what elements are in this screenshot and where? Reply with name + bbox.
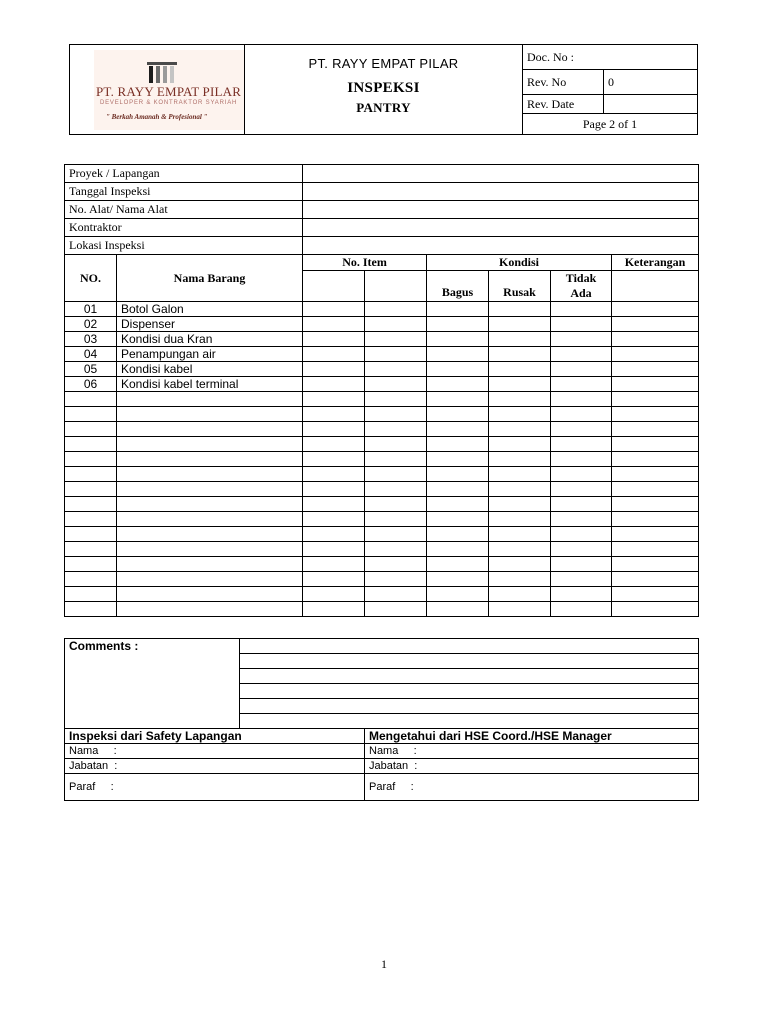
item-no: 02 bbox=[65, 317, 117, 332]
keterangan-sub bbox=[612, 271, 699, 302]
col-bagus-header: Bagus bbox=[427, 271, 489, 302]
item-cell[interactable] bbox=[365, 437, 427, 452]
no-item-sub-1 bbox=[303, 271, 365, 302]
item-cell[interactable] bbox=[427, 422, 489, 437]
table-row bbox=[65, 557, 699, 572]
table-row bbox=[65, 542, 699, 557]
table-row bbox=[65, 497, 699, 512]
item-cell[interactable] bbox=[612, 317, 699, 332]
right-jabatan-field[interactable]: Jabatan : bbox=[365, 759, 699, 774]
item-cell[interactable] bbox=[612, 512, 699, 527]
item-name: Botol Galon bbox=[117, 302, 303, 317]
item-name bbox=[117, 437, 303, 452]
item-name bbox=[117, 587, 303, 602]
item-cell[interactable] bbox=[551, 332, 612, 347]
item-no bbox=[65, 587, 117, 602]
safety-inspector-header: Inspeksi dari Safety Lapangan bbox=[65, 729, 365, 744]
item-cell[interactable] bbox=[551, 377, 612, 392]
no-item-sub-2 bbox=[365, 271, 427, 302]
item-cell[interactable] bbox=[427, 407, 489, 422]
company-name: PT. RAYY EMPAT PILAR bbox=[308, 56, 459, 71]
item-cell[interactable] bbox=[551, 602, 612, 617]
rev-date-value bbox=[604, 95, 698, 114]
item-cell[interactable] bbox=[303, 347, 365, 362]
item-cell[interactable] bbox=[489, 467, 551, 482]
item-cell[interactable] bbox=[612, 467, 699, 482]
item-cell[interactable] bbox=[489, 347, 551, 362]
item-cell[interactable] bbox=[365, 587, 427, 602]
rev-date-label: Rev. Date bbox=[523, 95, 604, 114]
item-cell[interactable] bbox=[365, 377, 427, 392]
item-cell[interactable] bbox=[551, 392, 612, 407]
item-cell[interactable] bbox=[612, 587, 699, 602]
item-cell[interactable] bbox=[551, 437, 612, 452]
item-cell[interactable] bbox=[489, 497, 551, 512]
item-cell[interactable] bbox=[303, 602, 365, 617]
item-cell[interactable] bbox=[303, 557, 365, 572]
item-cell[interactable] bbox=[303, 497, 365, 512]
item-cell[interactable] bbox=[612, 482, 699, 497]
item-cell[interactable] bbox=[551, 527, 612, 542]
item-cell[interactable] bbox=[551, 347, 612, 362]
item-cell[interactable] bbox=[427, 362, 489, 377]
info-lokasi-value[interactable] bbox=[303, 237, 699, 255]
item-cell[interactable] bbox=[612, 347, 699, 362]
item-cell[interactable] bbox=[365, 572, 427, 587]
item-cell[interactable] bbox=[427, 527, 489, 542]
item-no bbox=[65, 482, 117, 497]
table-row bbox=[65, 302, 699, 317]
logo-slogan: " Berkah Amanah & Profesional " bbox=[106, 113, 208, 121]
item-cell[interactable] bbox=[365, 497, 427, 512]
item-cell[interactable] bbox=[551, 452, 612, 467]
table-row bbox=[65, 512, 699, 527]
item-cell[interactable] bbox=[303, 317, 365, 332]
item-cell[interactable] bbox=[365, 542, 427, 557]
left-jabatan-field[interactable]: Jabatan : bbox=[65, 759, 365, 774]
item-cell[interactable] bbox=[303, 377, 365, 392]
item-cell[interactable] bbox=[365, 347, 427, 362]
item-cell[interactable] bbox=[489, 542, 551, 557]
item-name bbox=[117, 422, 303, 437]
item-cell[interactable] bbox=[427, 482, 489, 497]
table-row bbox=[65, 317, 699, 332]
item-cell[interactable] bbox=[365, 452, 427, 467]
item-cell[interactable] bbox=[551, 467, 612, 482]
table-row bbox=[65, 527, 699, 542]
item-cell[interactable] bbox=[303, 527, 365, 542]
table-row bbox=[65, 482, 699, 497]
item-cell[interactable] bbox=[612, 497, 699, 512]
item-no: 05 bbox=[65, 362, 117, 377]
item-cell[interactable] bbox=[365, 527, 427, 542]
item-cell[interactable] bbox=[489, 587, 551, 602]
info-kontraktor-label: Kontraktor bbox=[65, 219, 303, 237]
item-cell[interactable] bbox=[551, 557, 612, 572]
item-cell[interactable] bbox=[427, 467, 489, 482]
item-no bbox=[65, 542, 117, 557]
table-row bbox=[65, 407, 699, 422]
info-alat-value[interactable] bbox=[303, 201, 699, 219]
item-cell[interactable] bbox=[427, 542, 489, 557]
item-cell[interactable] bbox=[551, 497, 612, 512]
item-cell[interactable] bbox=[303, 332, 365, 347]
document-header bbox=[69, 44, 698, 135]
info-lokasi-label: Lokasi Inspeksi bbox=[65, 237, 303, 255]
item-no bbox=[65, 527, 117, 542]
item-cell[interactable] bbox=[489, 557, 551, 572]
item-cell[interactable] bbox=[427, 392, 489, 407]
right-nama-field[interactable]: Nama : bbox=[365, 744, 699, 759]
item-cell[interactable] bbox=[489, 482, 551, 497]
item-no bbox=[65, 557, 117, 572]
comments-section bbox=[64, 638, 699, 801]
item-cell[interactable] bbox=[365, 512, 427, 527]
item-no bbox=[65, 602, 117, 617]
item-cell[interactable] bbox=[612, 527, 699, 542]
item-no bbox=[65, 437, 117, 452]
item-cell[interactable] bbox=[365, 302, 427, 317]
item-cell[interactable] bbox=[427, 437, 489, 452]
item-name bbox=[117, 557, 303, 572]
comment-line[interactable] bbox=[240, 684, 699, 699]
comment-line[interactable] bbox=[240, 669, 699, 684]
item-cell[interactable] bbox=[612, 557, 699, 572]
col-tidak-ada-header: Tidak Ada bbox=[551, 271, 612, 302]
item-cell[interactable] bbox=[303, 587, 365, 602]
item-cell[interactable] bbox=[612, 602, 699, 617]
item-cell[interactable] bbox=[489, 377, 551, 392]
item-cell[interactable] bbox=[612, 362, 699, 377]
item-no bbox=[65, 572, 117, 587]
document-subtitle: PANTRY bbox=[356, 100, 411, 115]
item-cell[interactable] bbox=[489, 572, 551, 587]
item-cell[interactable] bbox=[489, 407, 551, 422]
item-name bbox=[117, 542, 303, 557]
table-row bbox=[65, 602, 699, 617]
item-cell[interactable] bbox=[427, 317, 489, 332]
item-cell[interactable] bbox=[551, 482, 612, 497]
item-cell[interactable] bbox=[365, 422, 427, 437]
comment-line[interactable] bbox=[240, 714, 699, 729]
table-row bbox=[65, 437, 699, 452]
item-cell[interactable] bbox=[365, 362, 427, 377]
item-cell[interactable] bbox=[612, 452, 699, 467]
item-cell[interactable] bbox=[427, 377, 489, 392]
logo-subtitle: DEVELOPER & KONTRAKTOR SYARIAH bbox=[100, 100, 238, 106]
item-name: Kondisi kabel bbox=[117, 362, 303, 377]
item-name bbox=[117, 602, 303, 617]
item-cell[interactable] bbox=[365, 332, 427, 347]
col-nama-header: Nama Barang bbox=[117, 255, 303, 302]
item-name bbox=[117, 572, 303, 587]
company-logo bbox=[70, 45, 245, 135]
item-no: 03 bbox=[65, 332, 117, 347]
item-cell[interactable] bbox=[427, 512, 489, 527]
item-cell[interactable] bbox=[489, 317, 551, 332]
item-name bbox=[117, 527, 303, 542]
item-cell[interactable] bbox=[612, 332, 699, 347]
col-kondisi-header: Kondisi bbox=[427, 255, 612, 271]
item-cell[interactable] bbox=[365, 602, 427, 617]
table-row bbox=[65, 452, 699, 467]
item-cell[interactable] bbox=[612, 302, 699, 317]
item-cell[interactable] bbox=[427, 497, 489, 512]
item-cell[interactable] bbox=[365, 557, 427, 572]
left-nama-field[interactable]: Nama : bbox=[65, 744, 365, 759]
item-cell[interactable] bbox=[303, 437, 365, 452]
item-cell[interactable] bbox=[303, 392, 365, 407]
item-no bbox=[65, 467, 117, 482]
item-cell[interactable] bbox=[303, 482, 365, 497]
right-paraf-field[interactable]: Paraf : bbox=[365, 774, 699, 801]
item-cell[interactable] bbox=[303, 362, 365, 377]
item-cell[interactable] bbox=[489, 452, 551, 467]
item-cell[interactable] bbox=[427, 452, 489, 467]
col-no-header: NO. bbox=[65, 255, 117, 302]
pillar-logo-icon bbox=[146, 58, 178, 84]
item-name: Dispenser bbox=[117, 317, 303, 332]
col-rusak-header: Rusak bbox=[489, 271, 551, 302]
item-no bbox=[65, 512, 117, 527]
item-cell[interactable] bbox=[303, 467, 365, 482]
item-cell[interactable] bbox=[303, 512, 365, 527]
item-no: 04 bbox=[65, 347, 117, 362]
table-row bbox=[65, 422, 699, 437]
col-no-item-header: No. Item bbox=[303, 255, 427, 271]
item-cell[interactable] bbox=[489, 512, 551, 527]
item-cell[interactable] bbox=[612, 422, 699, 437]
item-name: Penampungan air bbox=[117, 347, 303, 362]
info-proyek-value[interactable] bbox=[303, 165, 699, 183]
table-row bbox=[65, 572, 699, 587]
item-cell[interactable] bbox=[551, 512, 612, 527]
item-cell[interactable] bbox=[303, 407, 365, 422]
page-number: 1 bbox=[381, 957, 387, 971]
item-name bbox=[117, 452, 303, 467]
table-row bbox=[65, 362, 699, 377]
item-name: Kondisi dua Kran bbox=[117, 332, 303, 347]
document-title-block bbox=[245, 45, 523, 135]
item-cell[interactable] bbox=[551, 587, 612, 602]
item-name bbox=[117, 392, 303, 407]
item-cell[interactable] bbox=[427, 587, 489, 602]
item-cell[interactable] bbox=[612, 437, 699, 452]
item-name bbox=[117, 467, 303, 482]
item-cell[interactable] bbox=[612, 392, 699, 407]
item-cell[interactable] bbox=[365, 467, 427, 482]
table-row bbox=[65, 467, 699, 482]
item-cell[interactable] bbox=[612, 407, 699, 422]
item-name bbox=[117, 482, 303, 497]
item-name bbox=[117, 407, 303, 422]
item-cell[interactable] bbox=[551, 362, 612, 377]
info-alat-label: No. Alat/ Nama Alat bbox=[65, 201, 303, 219]
item-cell[interactable] bbox=[489, 302, 551, 317]
table-row bbox=[65, 347, 699, 362]
inspection-table bbox=[64, 164, 699, 617]
item-no: 06 bbox=[65, 377, 117, 392]
item-cell[interactable] bbox=[489, 392, 551, 407]
rev-no-value: 0 bbox=[604, 70, 698, 95]
col-keterangan-header: Keterangan bbox=[612, 255, 699, 271]
table-row bbox=[65, 392, 699, 407]
item-no bbox=[65, 422, 117, 437]
page-label: Page 2 of 1 bbox=[523, 114, 698, 135]
doc-no-label: Doc. No : bbox=[523, 45, 698, 70]
item-rows bbox=[65, 302, 699, 617]
item-no bbox=[65, 497, 117, 512]
table-row bbox=[65, 377, 699, 392]
item-cell[interactable] bbox=[427, 332, 489, 347]
item-name: Kondisi kabel terminal bbox=[117, 377, 303, 392]
item-cell[interactable] bbox=[551, 302, 612, 317]
item-cell[interactable] bbox=[427, 572, 489, 587]
item-cell[interactable] bbox=[551, 572, 612, 587]
comment-line[interactable] bbox=[240, 699, 699, 714]
item-name bbox=[117, 497, 303, 512]
item-cell[interactable] bbox=[303, 452, 365, 467]
item-cell[interactable] bbox=[612, 377, 699, 392]
info-tanggal-value[interactable] bbox=[303, 183, 699, 201]
item-cell[interactable] bbox=[489, 602, 551, 617]
item-cell[interactable] bbox=[427, 602, 489, 617]
rev-no-label: Rev. No bbox=[523, 70, 604, 95]
comments-label: Comments : bbox=[65, 639, 240, 729]
comment-line[interactable] bbox=[240, 654, 699, 669]
item-no: 01 bbox=[65, 302, 117, 317]
info-proyek-label: Proyek / Lapangan bbox=[65, 165, 303, 183]
item-cell[interactable] bbox=[427, 302, 489, 317]
item-cell[interactable] bbox=[489, 332, 551, 347]
item-cell[interactable] bbox=[551, 542, 612, 557]
item-cell[interactable] bbox=[365, 317, 427, 332]
item-cell[interactable] bbox=[303, 422, 365, 437]
item-name bbox=[117, 512, 303, 527]
item-no bbox=[65, 452, 117, 467]
item-cell[interactable] bbox=[551, 317, 612, 332]
item-cell[interactable] bbox=[612, 542, 699, 557]
item-cell[interactable] bbox=[612, 572, 699, 587]
item-no bbox=[65, 392, 117, 407]
info-kontraktor-value[interactable] bbox=[303, 219, 699, 237]
table-row bbox=[65, 587, 699, 602]
item-cell[interactable] bbox=[489, 362, 551, 377]
item-cell[interactable] bbox=[551, 407, 612, 422]
logo-company-name: PT. RAYY EMPAT PILAR bbox=[96, 84, 242, 99]
item-cell[interactable] bbox=[365, 392, 427, 407]
item-cell[interactable] bbox=[303, 572, 365, 587]
item-cell[interactable] bbox=[551, 422, 612, 437]
item-cell[interactable] bbox=[427, 347, 489, 362]
item-no bbox=[65, 407, 117, 422]
item-cell[interactable] bbox=[489, 527, 551, 542]
left-paraf-field[interactable]: Paraf : bbox=[65, 774, 365, 801]
item-cell[interactable] bbox=[303, 542, 365, 557]
item-cell[interactable] bbox=[427, 557, 489, 572]
item-cell[interactable] bbox=[303, 302, 365, 317]
item-cell[interactable] bbox=[489, 437, 551, 452]
info-tanggal-label: Tanggal Inspeksi bbox=[65, 183, 303, 201]
item-cell[interactable] bbox=[489, 422, 551, 437]
table-row bbox=[65, 332, 699, 347]
item-cell[interactable] bbox=[365, 482, 427, 497]
hse-manager-header: Mengetahui dari HSE Coord./HSE Manager bbox=[365, 729, 699, 744]
comment-line[interactable] bbox=[240, 639, 699, 654]
document-title: INSPEKSI bbox=[347, 80, 420, 96]
item-cell[interactable] bbox=[365, 407, 427, 422]
